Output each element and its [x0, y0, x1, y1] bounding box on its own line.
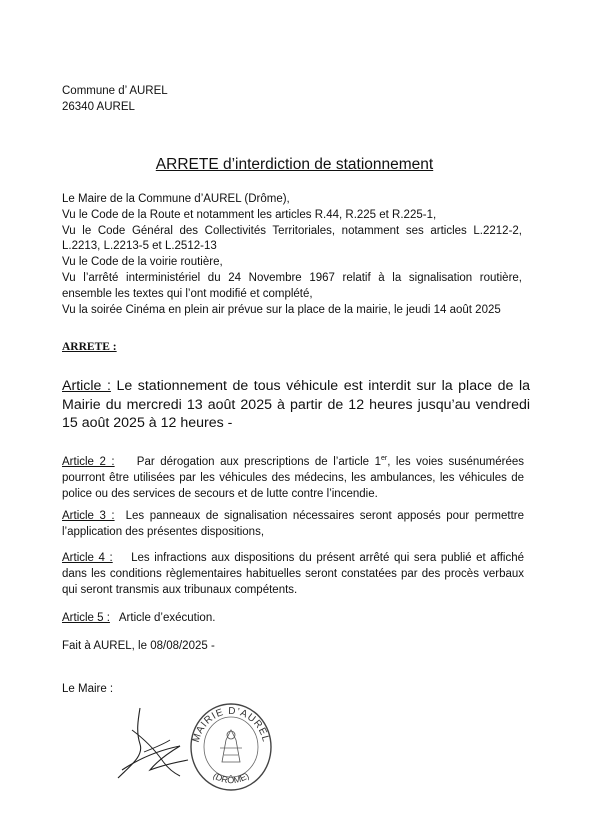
preamble-line: Le Maire de la Commune d’AUREL (Drôme),: [62, 193, 290, 205]
article-3: [62, 508, 528, 540]
svg-text:(DRÔME): [211, 771, 250, 786]
town-hall-seal: [186, 700, 276, 795]
svg-text:MAIRIE D’AUREL: [191, 706, 272, 744]
article-label: Article :: [62, 378, 111, 394]
article-label: Article 4 :: [62, 552, 113, 564]
article-label: Article 5 :: [62, 612, 110, 624]
article-2: [62, 451, 524, 502]
preamble-line: Vu le Code de la voirie routière,: [62, 256, 223, 269]
article-4: [62, 550, 528, 598]
seal-top-text: MAIRIE D’AUREL: [190, 705, 272, 744]
commune-name: Commune d’ AUREL: [62, 85, 168, 97]
preamble-line: Vu le Code Général des Collectivités Territoriales, notamment ses articles L.2212-2, L.2213, L.2213-5 et L.2512-13: [62, 224, 522, 253]
document-title: ARRETE d’interdiction de stationnement: [155, 156, 434, 173]
preamble-line: Vu le Code de la Route et notamment les articles R.44, R.225 et R.225-1,: [62, 208, 437, 221]
signatory-label: Le Maire :: [62, 683, 114, 695]
article-text: Les infractions aux dispositions du présent arrêté qui sera publié et affiché dans les conditions règlementaires habituelles seront constatées par des procès verbaux qui seront transmis aux tribunaux compétents.: [62, 552, 528, 596]
preamble-line: Vu l’arrêté interministériel du 24 Novembre 1967 relatif à la signalisation routière, ensemble les textes qui l’ont modifié et complété,: [62, 271, 522, 300]
article-text: Par dérogation aux prescriptions de l’article 1: [114, 455, 381, 468]
article-text-continued: , les voies susénumérées pourront être utilisées par les véhicules des médecins, les ambulances, les véhicules de police ou des services de secours et de lutte contre l’incendie.: [62, 455, 524, 500]
commune-postcode: 26340 AUREL: [62, 101, 135, 113]
article-text: Le stationnement de tous véhicule est interdit sur la place de la Mairie du mercredi 13 août 2025 à partir de 12 heures jusqu’au vendredi 15 août 2025 à 12 heures -: [62, 378, 530, 431]
preamble-line: Vu la soirée Cinéma en plein air prévue sur la place de la mairie, le jeudi 14 août 2025: [62, 303, 501, 316]
article-text: Les panneaux de signalisation nécessaires seront apposés pour permettre l’application des présentes dispositions,: [62, 510, 528, 538]
arrete-heading: ARRETE :: [62, 341, 117, 353]
article-superscript: er: [380, 455, 388, 462]
article-label: Article 2 :: [62, 455, 115, 468]
article-text: Article d’exécution.: [109, 612, 216, 624]
preamble: [62, 192, 522, 318]
article-label: Article 3 :: [62, 510, 115, 522]
article-5: [62, 610, 524, 626]
commune-header: [62, 83, 168, 115]
article-1: [62, 377, 530, 433]
seal-bottom-text: (DRÔME): [211, 770, 251, 786]
place-and-date: Fait à AUREL, le 08/08/2025 -: [62, 640, 215, 652]
